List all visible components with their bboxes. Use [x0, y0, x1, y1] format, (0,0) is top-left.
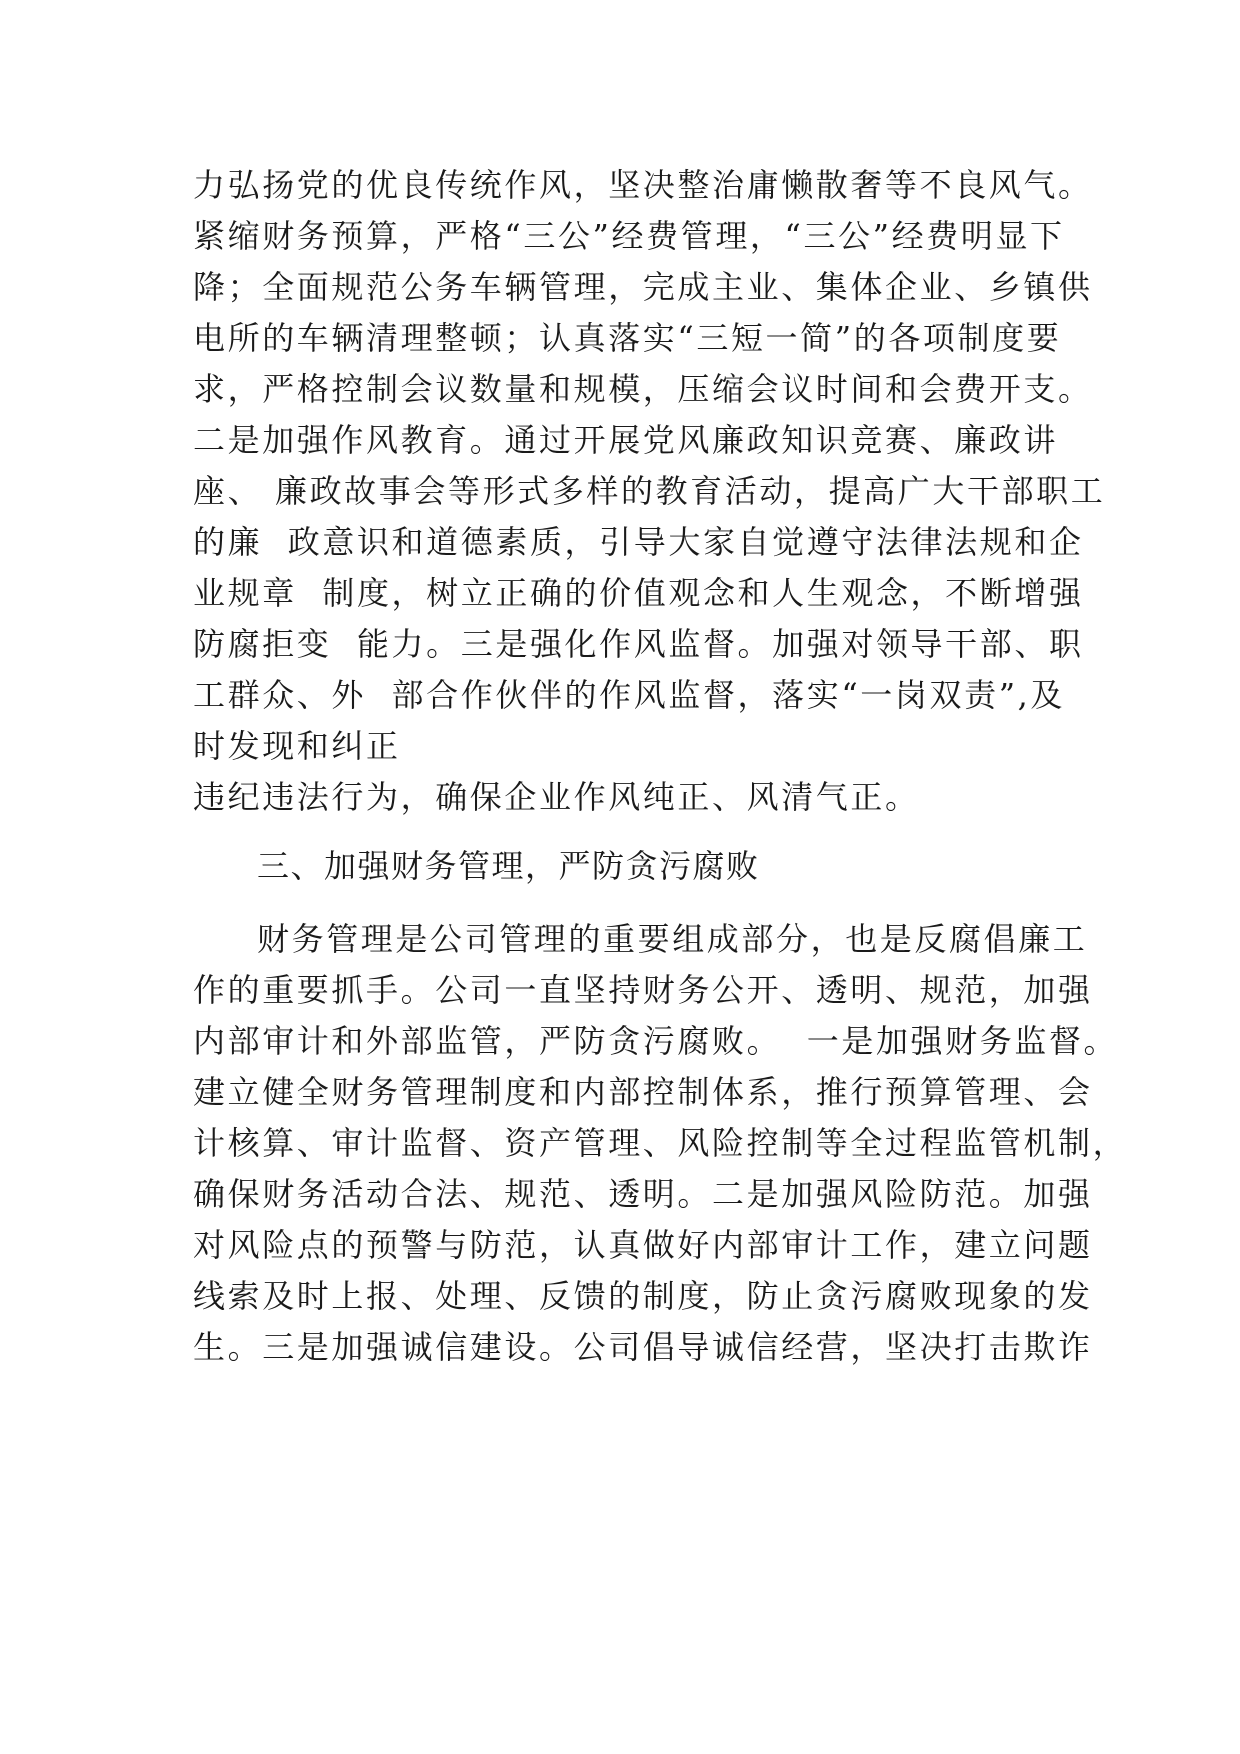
- text-line: 求，严格控制会议数量和规模，压缩会议时间和会费开支。: [193, 370, 1093, 408]
- text-line: 业规章 制度，树立正确的价值观念和人生观念，不断增强: [193, 574, 1084, 612]
- text-line: 建立健全财务管理制度和内部控制体系，推行预算管理、会: [193, 1073, 1093, 1111]
- text-line: 座、 廉政故事会等形式多样的教育活动，提高广大干部职工: [193, 472, 1106, 510]
- text-line: 线索及时上报、处理、反馈的制度，防止贪污腐败现象的发: [193, 1277, 1093, 1315]
- text-line: 确保财务活动合法、规范、透明。二是加强风险防范。加强: [193, 1175, 1093, 1213]
- text-line: 工群众、外 部合作伙伴的作风监督，落实“一岗双责”,及: [193, 676, 1066, 714]
- section-heading: 三、加强财务管理，严防贪污腐败: [257, 847, 760, 885]
- text-line: 财务管理是公司管理的重要组成部分，也是反腐倡廉工: [257, 920, 1088, 958]
- text-line: 内部审计和外部监管，严防贪污腐败。 一是加强财务监督。: [193, 1022, 1119, 1060]
- text-line: 的廉 政意识和道德素质，引导大家自觉遵守法律法规和企: [193, 523, 1084, 561]
- text-line: 电所的车辆清理整顿；认真落实“三短一简”的各项制度要: [193, 319, 1062, 357]
- text-line: 时发现和纠正: [193, 727, 401, 765]
- text-line: 紧缩财务预算，严格“三公”经费管理，“三公”经费明显下: [193, 217, 1065, 255]
- text-line: 降；全面规范公务车辆管理，完成主业、集体企业、乡镇供: [193, 268, 1093, 306]
- text-line: 违纪违法行为，确保企业作风纯正、风清气正。: [193, 778, 920, 816]
- text-line: 防腐拒变 能力。三是强化作风监督。加强对领导干部、职: [193, 625, 1084, 663]
- text-line: 计核算、审计监督、资产管理、风险控制等全过程监管机制，: [193, 1124, 1128, 1162]
- paragraph-financial-management: [193, 914, 1128, 1373]
- paragraph-work-style: [193, 160, 1106, 823]
- text-line: 生。三是加强诚信建设。公司倡导诚信经营，坚决打击欺诈: [193, 1328, 1093, 1366]
- text-line: 力弘扬党的优良传统作风，坚决整治庸懒散奢等不良风气。: [193, 166, 1093, 204]
- text-line: 二是加强作风教育。通过开展党风廉政知识竞赛、廉政讲: [193, 421, 1059, 459]
- text-line: 对风险点的预警与防范，认真做好内部审计工作，建立问题: [193, 1226, 1093, 1264]
- document-body: [193, 160, 1128, 1373]
- text-line: 作的重要抓手。公司一直坚持财务公开、透明、规范，加强: [193, 971, 1093, 1009]
